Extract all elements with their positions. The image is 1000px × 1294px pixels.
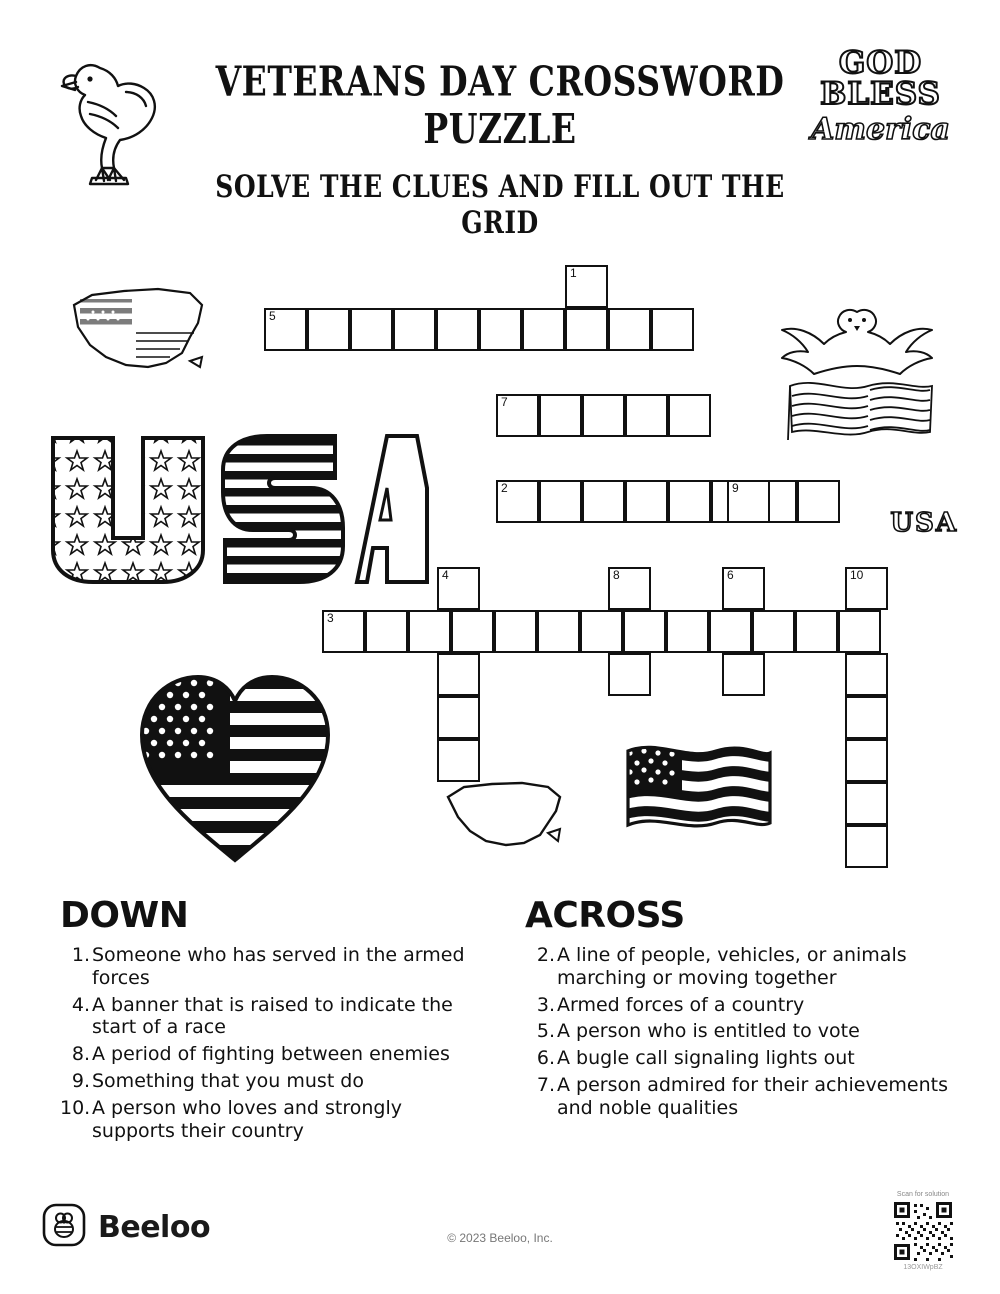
clue-number: 6. bbox=[536, 1047, 555, 1070]
grid-cell-number: 2 bbox=[501, 481, 508, 495]
grid-cell[interactable] bbox=[436, 308, 479, 351]
clue-item-down-1 bbox=[60, 944, 480, 990]
grid-cell-number: 7 bbox=[501, 395, 508, 409]
grid-cell[interactable] bbox=[727, 480, 770, 523]
clue-item-down-8 bbox=[60, 1043, 480, 1066]
grid-cell[interactable] bbox=[722, 567, 765, 610]
grid-cell[interactable] bbox=[608, 308, 651, 351]
clue-text: Armed forces of a country bbox=[557, 993, 805, 1016]
grid-cell[interactable] bbox=[350, 308, 393, 351]
grid-cell[interactable] bbox=[709, 610, 752, 653]
clue-number: 8. bbox=[71, 1043, 90, 1066]
grid-cell[interactable] bbox=[666, 610, 709, 653]
grid-cell[interactable] bbox=[494, 610, 537, 653]
grid-cell[interactable] bbox=[496, 480, 539, 523]
grid-cell[interactable] bbox=[322, 610, 365, 653]
grid-cell[interactable] bbox=[623, 610, 666, 653]
grid-cell[interactable] bbox=[845, 782, 888, 825]
grid-cell[interactable] bbox=[625, 480, 668, 523]
clue-item-across-7 bbox=[525, 1074, 955, 1120]
grid-cell[interactable] bbox=[845, 653, 888, 696]
grid-cell[interactable] bbox=[264, 308, 307, 351]
clues-across bbox=[525, 895, 955, 1124]
grid-cell[interactable] bbox=[437, 567, 480, 610]
clues-down bbox=[60, 895, 480, 1146]
clue-text: A bugle call signaling lights out bbox=[557, 1047, 855, 1070]
grid-cell[interactable] bbox=[797, 480, 840, 523]
clues-across-list bbox=[525, 944, 955, 1120]
brand-name: Beeloo bbox=[98, 1209, 211, 1245]
clue-number: 5. bbox=[536, 1020, 555, 1043]
badge-line-2: BLESS bbox=[820, 76, 941, 112]
qr-id: 13OXIWpBZ bbox=[903, 1264, 943, 1271]
clue-item-down-9 bbox=[60, 1070, 480, 1093]
grid-cell[interactable] bbox=[365, 610, 408, 653]
grid-cell[interactable] bbox=[668, 480, 711, 523]
clue-text: Someone who has served in the armed forces bbox=[92, 944, 465, 989]
clue-item-across-6 bbox=[525, 1047, 955, 1070]
page-subtitle: SOLVE THE CLUES AND FILL OUT THE GRID bbox=[215, 167, 785, 241]
clue-number: 7. bbox=[536, 1073, 555, 1096]
grid-cell[interactable] bbox=[845, 825, 888, 868]
grid-cell[interactable] bbox=[580, 610, 623, 653]
clue-item-down-10 bbox=[60, 1097, 480, 1143]
clue-number: 4. bbox=[71, 993, 90, 1016]
grid-cell[interactable] bbox=[845, 739, 888, 782]
clue-number: 9. bbox=[71, 1069, 90, 1092]
grid-cell[interactable] bbox=[539, 480, 582, 523]
clue-number: 2. bbox=[536, 944, 555, 966]
clue-text: Something that you must do bbox=[92, 1069, 364, 1092]
grid-cell[interactable] bbox=[539, 394, 582, 437]
grid-cell[interactable] bbox=[608, 567, 651, 610]
grid-cell[interactable] bbox=[408, 610, 451, 653]
badge-line-3: America bbox=[810, 112, 950, 147]
grid-cell[interactable] bbox=[565, 308, 608, 351]
grid-cell[interactable] bbox=[582, 394, 625, 437]
grid-cell[interactable] bbox=[522, 308, 565, 351]
grid-cell[interactable] bbox=[608, 653, 651, 696]
qr-code[interactable] bbox=[892, 1200, 954, 1262]
grid-cell-number: 1 bbox=[570, 266, 577, 280]
page-title: VETERANS DAY CROSSWORD PUZZLE bbox=[215, 56, 785, 153]
grid-cell-number: 6 bbox=[727, 568, 734, 582]
clue-number: 10. bbox=[60, 1096, 91, 1119]
grid-cell-number: 5 bbox=[269, 309, 276, 323]
grid-cell[interactable] bbox=[393, 308, 436, 351]
clue-text: A banner that is raised to indicate the start of a race bbox=[92, 993, 453, 1039]
page-footer bbox=[0, 1185, 1000, 1294]
clue-text: A line of people, vehicles, or animals marching or moving together bbox=[557, 944, 907, 989]
badge-line-1: GOD bbox=[838, 45, 923, 81]
grid-cell[interactable] bbox=[838, 610, 881, 653]
grid-cell[interactable] bbox=[651, 308, 694, 351]
grid-cell-number: 8 bbox=[613, 568, 620, 582]
grid-cell-number: 10 bbox=[850, 568, 864, 582]
grid-cell[interactable] bbox=[565, 265, 608, 308]
clues-down-list bbox=[60, 944, 480, 1142]
grid-cell[interactable] bbox=[625, 394, 668, 437]
qr-block[interactable] bbox=[880, 1191, 966, 1271]
clues-across-heading: ACROSS bbox=[525, 895, 685, 936]
clue-text: A person who is entitled to vote bbox=[557, 1020, 860, 1043]
grid-cell[interactable] bbox=[437, 696, 480, 739]
clues-section bbox=[0, 895, 1000, 1185]
grid-cell[interactable] bbox=[752, 610, 795, 653]
clue-number: 3. bbox=[536, 993, 555, 1016]
clues-down-heading: DOWN bbox=[60, 895, 189, 936]
grid-cell-number: 4 bbox=[442, 568, 449, 582]
grid-cell[interactable] bbox=[845, 567, 888, 610]
clue-item-across-5 bbox=[525, 1020, 955, 1043]
grid-cell[interactable] bbox=[845, 696, 888, 739]
grid-cell[interactable] bbox=[722, 653, 765, 696]
grid-cell[interactable] bbox=[496, 394, 539, 437]
usa-small-label: USA bbox=[890, 508, 958, 538]
clue-text: A person admired for their achievements and noble qualities bbox=[557, 1073, 948, 1119]
grid-cell[interactable] bbox=[437, 653, 480, 696]
grid-cell[interactable] bbox=[795, 610, 838, 653]
grid-cell[interactable] bbox=[537, 610, 580, 653]
grid-cell[interactable] bbox=[307, 308, 350, 351]
qr-label: Scan for solution bbox=[896, 1191, 950, 1198]
clue-item-across-3 bbox=[525, 994, 955, 1017]
copyright-text: © 2023 Beeloo, Inc. bbox=[447, 1231, 553, 1245]
clue-text: A period of fighting between enemies bbox=[92, 1043, 450, 1066]
grid-cell-number: 9 bbox=[732, 481, 739, 495]
clue-item-down-4 bbox=[60, 994, 480, 1040]
grid-cell[interactable] bbox=[451, 610, 494, 653]
clue-item-across-2 bbox=[525, 944, 955, 990]
grid-cell[interactable] bbox=[668, 394, 711, 437]
clue-text: A person who loves and strongly supports their country bbox=[92, 1096, 403, 1142]
clue-number: 1. bbox=[71, 944, 90, 966]
grid-cell-number: 3 bbox=[327, 611, 334, 625]
grid-cell[interactable] bbox=[437, 739, 480, 782]
grid-cell[interactable] bbox=[479, 308, 522, 351]
grid-cell[interactable] bbox=[582, 480, 625, 523]
